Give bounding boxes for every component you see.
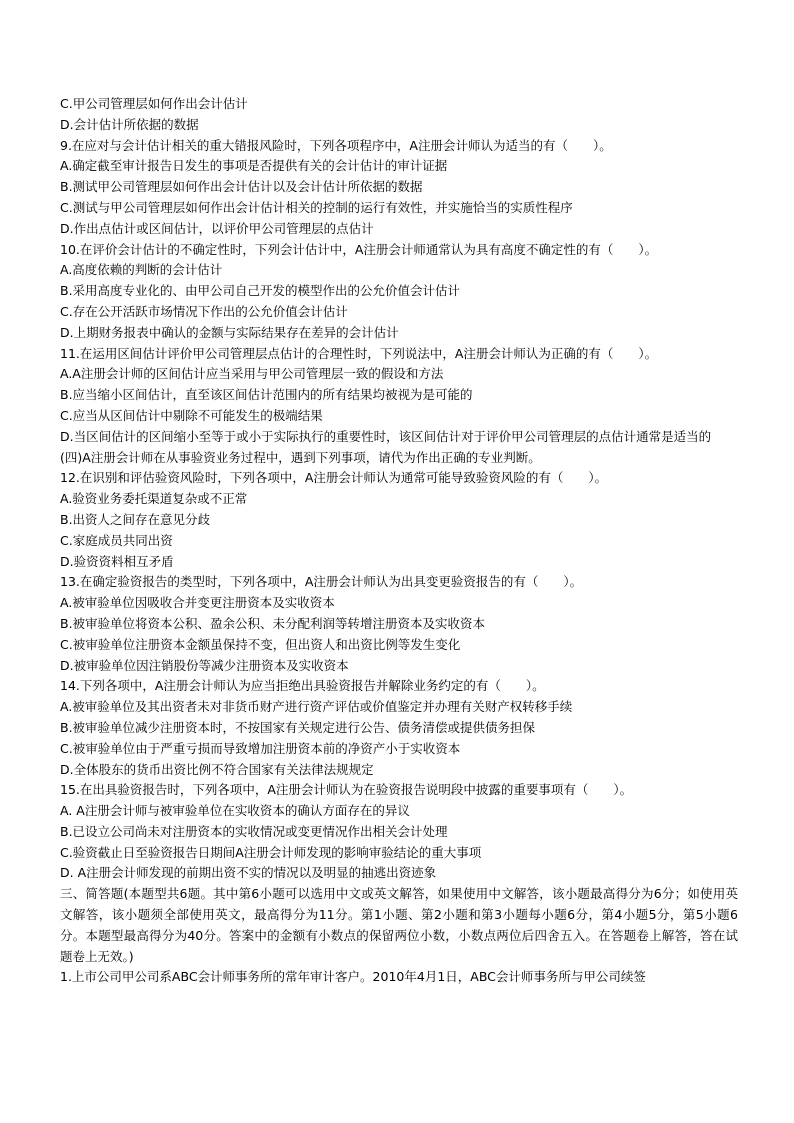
question-12: 12.在识别和评估验资风险时，下列各项中，A注册会计师认为通常可能导致验资风险的有（ ）。 xyxy=(60,470,608,486)
option-11d: D.当区间估计的区间缩小至等于或小于实际执行的重要性时，该区间估计对于评价甲公司管理层的点估计通常是适当的 xyxy=(60,428,712,444)
option-line: B.被审验单位将资本公积、盈余公积、未分配利润等转增注册资本及实收资本 xyxy=(60,615,486,631)
option-line: C.被审验单位注册资本金额虽保持不变，但出资人和出资比例等发生变化 xyxy=(60,636,461,652)
option-line: A.被审验单位及其出资者未对非货币财产进行资产评估或价值鉴定并办理有关财产权转移手续 xyxy=(60,699,573,715)
question-13: 13.在确定验资报告的类型时，下列各项中，A注册会计师认为出具变更验资报告的有（ ）。 xyxy=(60,574,583,590)
option-line: D. A注册会计师发现的前期出资不实的情况以及明显的抽逃出资迹象 xyxy=(60,865,437,881)
option-line: B.应当缩小区间估计，直至该区间估计范围内的所有结果均被视为是可能的 xyxy=(60,387,473,403)
option-line: C.家庭成员共同出资 xyxy=(60,532,173,548)
question-14: 14.下列各项中，A注册会计师认为应当拒绝出具验资报告并解除业务约定的有（ ）。 xyxy=(60,678,545,694)
option-line: A.被审验单位因吸收合并变更注册资本及实收资本 xyxy=(60,595,335,611)
question-9: 9.在应对与会计估计相关的重大错报风险时，下列各项程序中，A注册会计师认为适当的有（ ）。 xyxy=(60,137,612,153)
short-answer-question-1: 1.上市公司甲公司系ABC会计师事务所的常年审计客户。2010年4月1日，ABC会计师事务所与甲公司续签 xyxy=(60,969,646,985)
option-line: C.验资截止日至验资报告日期间A注册会计师发现的影响审验结论的重大事项 xyxy=(60,844,482,860)
option-line: C.测试与甲公司管理层如何作出会计估计相关的控制的运行有效性，并实施恰当的实质性程序 xyxy=(60,199,573,215)
option-line: B.采用高度专业化的、由甲公司自己开发的模型作出的公允价值会计估计 xyxy=(60,283,461,299)
question-15: 15.在出具验资报告时，下列各项中，A注册会计师认为在验资报告说明段中披露的重要事项有（ ）。 xyxy=(60,782,633,798)
section-three-instructions: 三、简答题(本题型共6题。其中第6小题可以选用中文或英文解答，如果使用中文解答，该小题最高得分为6分；如使用英文解答，该小题须全部使用英文，最高得分为11分。第1小题、第2小题和第3小题每小题6分，第4小题5分，第5小题6分。本题型最高得分为40分。答案中的金额有小数点的保留两位小数，小数点两位后四舍五入。在答题卷上解答，答在试题卷上无效。) xyxy=(60,886,738,964)
option-line: B.测试甲公司管理层如何作出会计估计以及会计估计所依据的数据 xyxy=(60,179,423,195)
option-line: D.被审验单位因注销股份等减少注册资本及实收资本 xyxy=(60,657,349,673)
option-line: D.上期财务报表中确认的金额与实际结果存在差异的会计估计 xyxy=(60,324,399,340)
option-line: C.存在公开活跃市场情况下作出的公允价值会计估计 xyxy=(60,303,348,319)
option-line: A.高度依赖的判断的会计估计 xyxy=(60,262,223,278)
option-line: D.会计估计所依据的数据 xyxy=(60,116,199,132)
option-line: A.A注册会计师的区间估计应当采用与甲公司管理层一致的假设和方法 xyxy=(60,366,444,382)
option-line: A. A注册会计师与被审验单位在实收资本的确认方面存在的异议 xyxy=(60,803,410,819)
option-line: D.全体股东的货币出资比例不符合国家有关法律法规规定 xyxy=(60,761,374,777)
question-11: 11.在运用区间估计评价甲公司管理层点估计的合理性时，下列说法中，A注册会计师认为正确的有（ ）。 xyxy=(60,345,658,361)
option-line: A.确定截至审计报告日发生的事项是否提供有关的会计估计的审计证据 xyxy=(60,158,448,174)
option-line: D.验资资料相互矛盾 xyxy=(60,553,174,569)
case-four-heading: (四)A注册会计师在从事验资业务过程中，遇到下列事项，请代为作出正确的专业判断。 xyxy=(60,449,541,465)
option-line: C.应当从区间估计中剔除不可能发生的极端结果 xyxy=(60,407,323,423)
option-line: B.出资人之间存在意见分歧 xyxy=(60,511,211,527)
question-10: 10.在评价会计估计的不确定性时，下列会计估计中，A注册会计师通常认为具有高度不确定性的有（ ）。 xyxy=(60,241,658,257)
option-line: A.验资业务委托渠道复杂或不正常 xyxy=(60,491,248,507)
document-body xyxy=(60,94,738,988)
option-line: B.被审验单位减少注册资本时，不按国家有关规定进行公告、债务清偿或提供债务担保 xyxy=(60,719,536,735)
option-line: C.甲公司管理层如何作出会计估计 xyxy=(60,96,248,111)
option-line: C.被审验单位由于严重亏损而导致增加注册资本前的净资产小于实收资本 xyxy=(60,740,461,756)
option-line: B.已设立公司尚未对注册资本的实收情况或变更情况作出相关会计处理 xyxy=(60,823,448,839)
option-line: D.作出点估计或区间估计，以评价甲公司管理层的点估计 xyxy=(60,220,374,236)
